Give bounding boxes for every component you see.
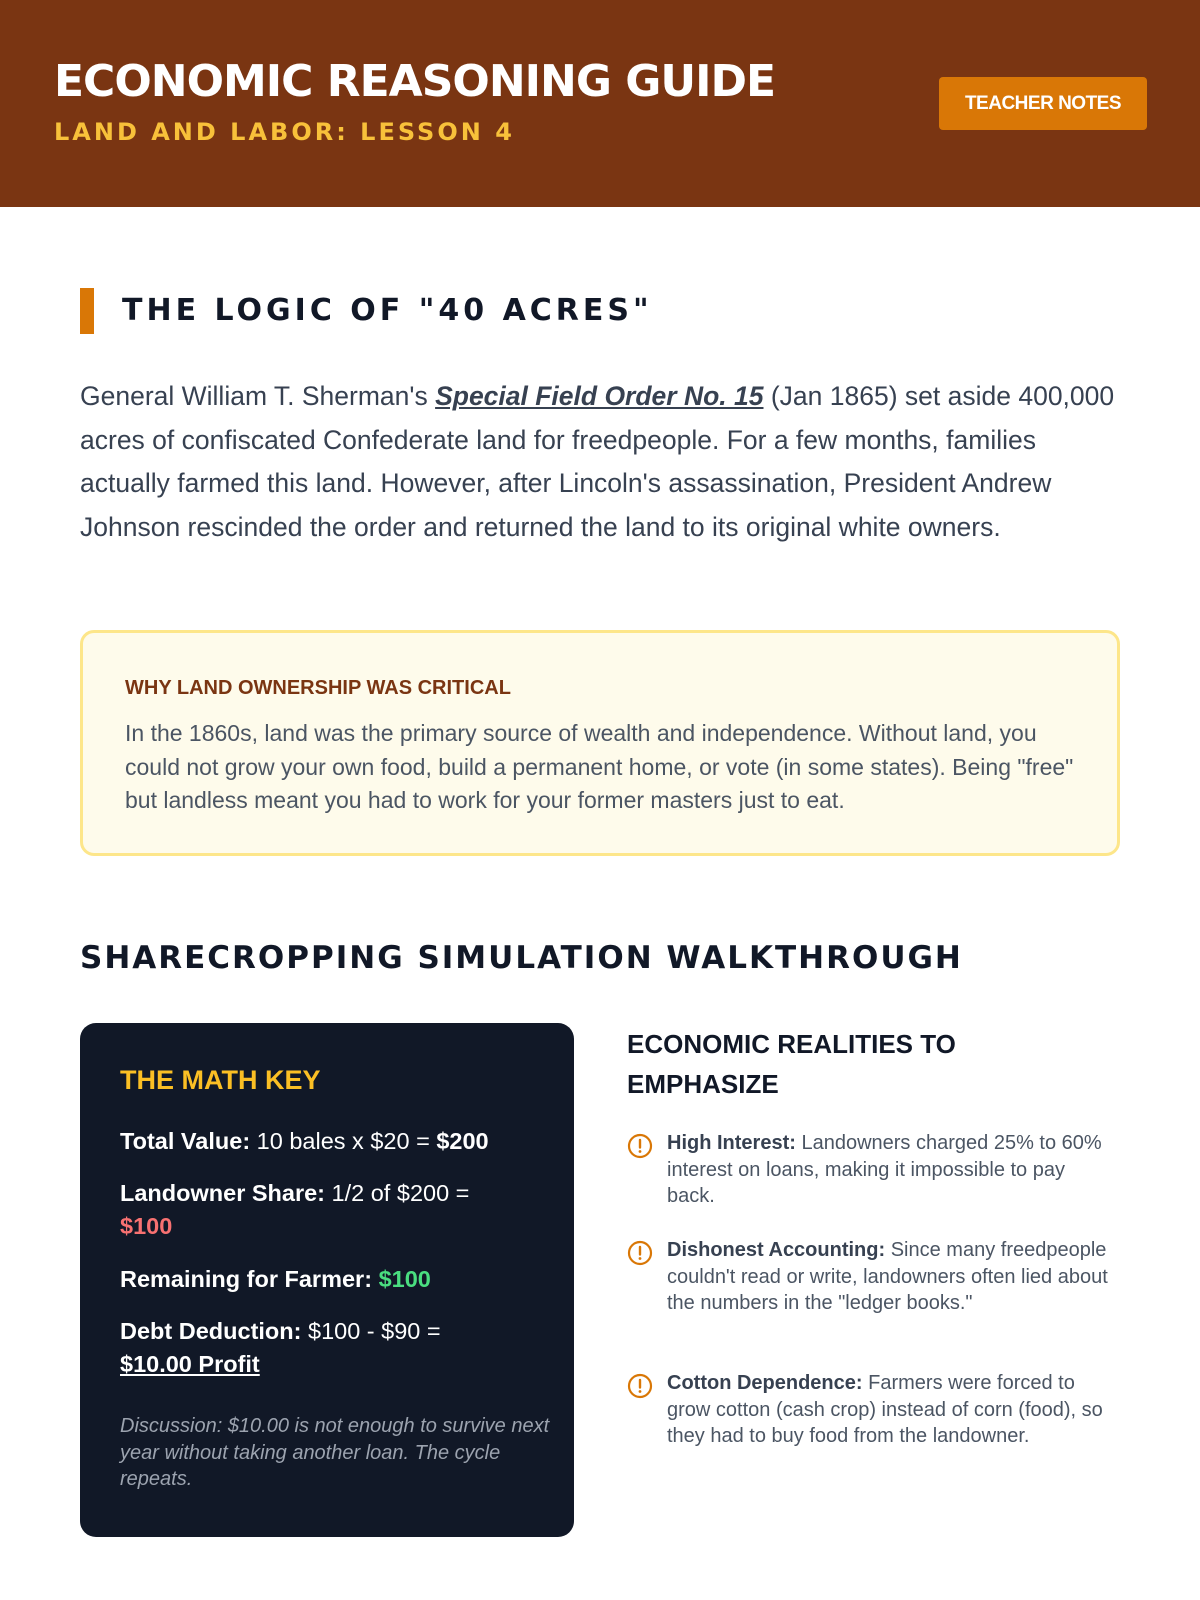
math-total-result: $200 xyxy=(436,1128,489,1154)
page-header xyxy=(0,0,1200,207)
math-total-line xyxy=(120,1125,550,1158)
math-total-expr: 10 bales x $20 = xyxy=(250,1128,437,1154)
reality-desc: Since many freedpeople couldn't read or write, landowners often lied about the numbers in the "ledger books." xyxy=(667,1239,1108,1314)
special-field-order-link[interactable]: Special Field Order No. 15 xyxy=(435,381,764,411)
math-farmer-label: Remaining for Farmer: xyxy=(120,1266,373,1292)
intro-paragraph xyxy=(80,375,1120,549)
realities-title: ECONOMIC REALITIES TO EMPHASIZE xyxy=(627,1029,956,1099)
math-key-card xyxy=(80,1023,574,1537)
section-title-40-acres: THE LOGIC OF "40 ACRES" xyxy=(122,293,653,328)
math-landowner-expr: 1/2 of $200 = xyxy=(325,1180,470,1206)
math-farmer-line xyxy=(120,1263,550,1296)
teacher-notes-button[interactable]: TEACHER NOTES xyxy=(939,77,1147,130)
math-debt-expr: $100 - $90 = xyxy=(301,1318,441,1344)
land-ownership-callout xyxy=(80,630,1120,856)
math-debt-line xyxy=(120,1315,550,1381)
callout-title: WHY LAND OWNERSHIP WAS CRITICAL xyxy=(125,677,511,699)
math-landowner-label: Landowner Share: xyxy=(120,1180,326,1206)
reality-desc: Farmers were forced to grow cotton (cash crop) instead of corn (food), so they had to buy food from the landowner. xyxy=(667,1372,1103,1447)
intro-text-end: (Jan 1865) set aside 400,000 acres of confiscated Confederate land for freedpeople. For a few months, families actually farmed this land. However, after Lincoln's assassination, President Andrew Johnson rescinded the order and returned the land to its original white owners. xyxy=(80,381,1115,542)
section-accent-bar xyxy=(80,288,94,334)
reality-label: Dishonest Accounting: xyxy=(667,1239,886,1261)
alert-circle-icon xyxy=(627,1240,653,1266)
section-title-sharecropping: SHARECROPPING SIMULATION WALKTHROUGH xyxy=(80,940,963,976)
math-discussion-note: Discussion: $10.00 is not enough to survive next year without taking another loan. The cycle repeats. xyxy=(120,1415,550,1490)
math-key-title: THE MATH KEY xyxy=(120,1065,321,1095)
reality-desc: Landowners charged 25% to 60% interest on loans, making it impossible to pay back. xyxy=(667,1132,1102,1207)
alert-circle-icon xyxy=(627,1373,653,1399)
math-debt-result: $10.00 Profit xyxy=(120,1351,260,1377)
math-farmer-result: $100 xyxy=(378,1266,431,1292)
math-landowner-line xyxy=(120,1177,550,1243)
reality-label: High Interest: xyxy=(667,1132,796,1154)
reality-label: Cotton Dependence: xyxy=(667,1372,863,1394)
reality-text xyxy=(667,1237,1117,1317)
math-debt-label: Debt Deduction: xyxy=(120,1318,302,1344)
math-total-label: Total Value: xyxy=(120,1128,251,1154)
page-title: ECONOMIC REASONING GUIDE xyxy=(54,56,776,107)
reality-text xyxy=(667,1130,1117,1210)
page-subtitle: LAND AND LABOR: LESSON 4 xyxy=(54,118,515,146)
intro-text-start: General William T. Sherman's xyxy=(80,381,436,411)
alert-circle-icon xyxy=(627,1133,653,1159)
math-landowner-result: $100 xyxy=(120,1213,173,1239)
reality-text xyxy=(667,1370,1117,1450)
callout-text: In the 1860s, land was the primary source of wealth and independence. Without land, you could not grow your own food, build a permanent home, or vote (in some states). Being "free" but landless meant you had to work for your former masters just to eat. xyxy=(125,720,1074,813)
